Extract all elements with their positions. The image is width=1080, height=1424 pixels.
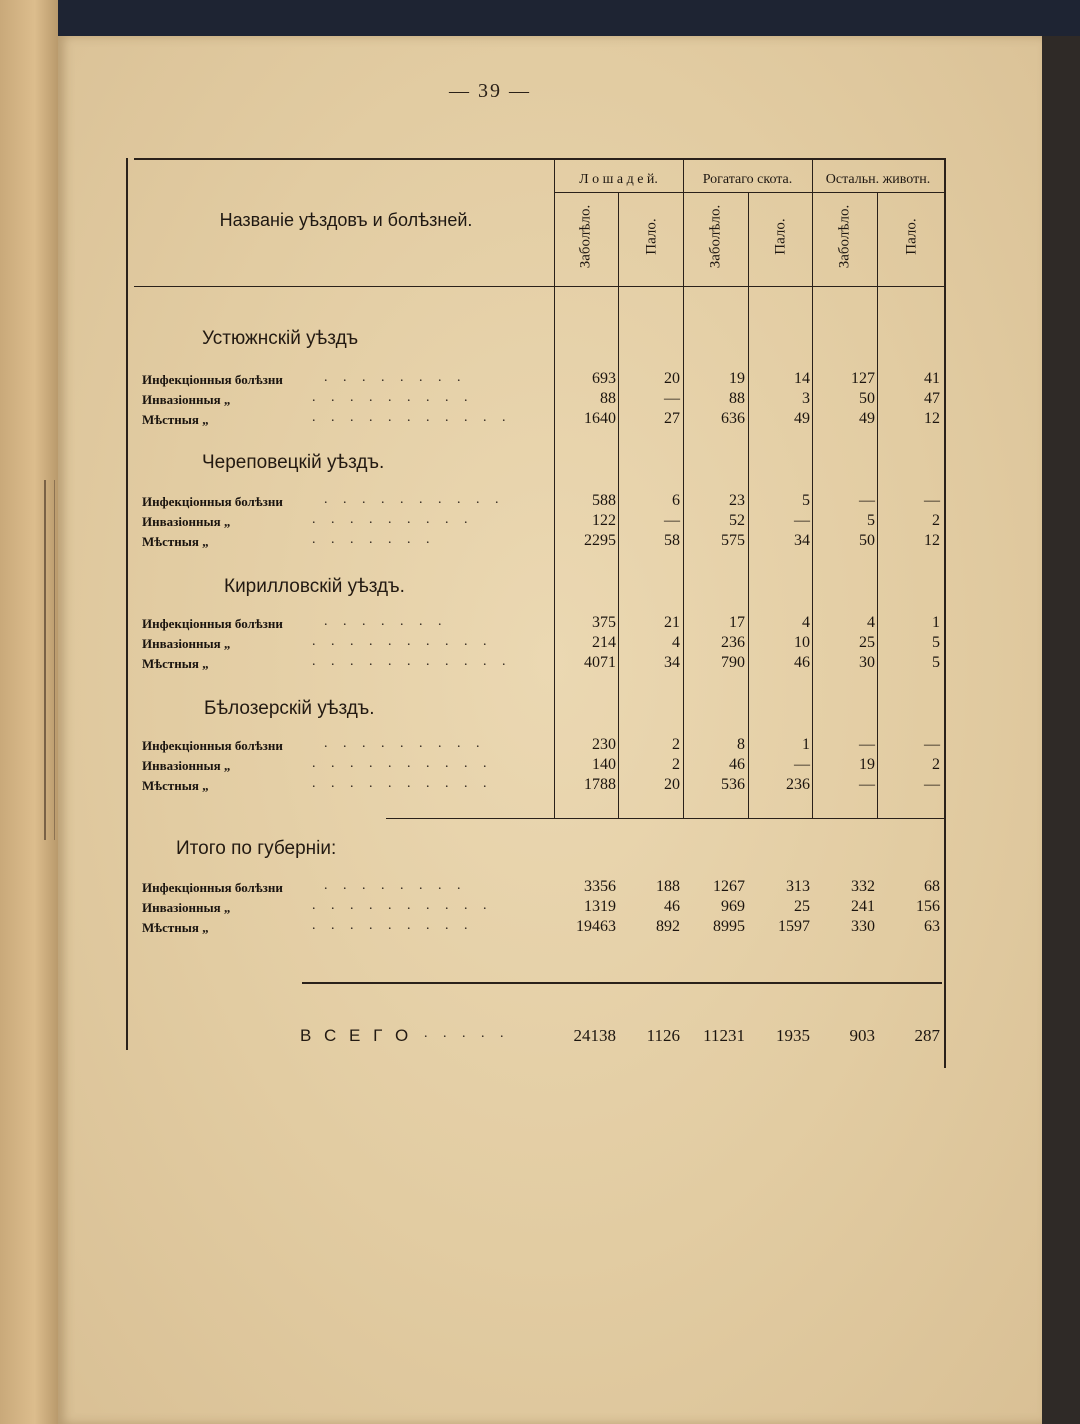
- table-cell: 14: [794, 370, 810, 387]
- horses-group-header: Л о ш а д е й.: [579, 172, 658, 187]
- table-cell: 790: [721, 654, 745, 671]
- row-label: Инвазіонныя „: [142, 758, 231, 773]
- table-cell: 46: [664, 898, 680, 915]
- table-cell: 6: [672, 492, 680, 509]
- table-cell: 21: [664, 614, 680, 631]
- section-title: Устюжнскій уѣздъ: [202, 328, 359, 349]
- table-cell: 236: [786, 776, 810, 793]
- table-cell: 375: [592, 614, 616, 631]
- leader-dots: . . . . . . .: [324, 614, 448, 629]
- horses-sick-header: Заболѣло.: [577, 204, 594, 269]
- row-label: Инвазіонныя „: [142, 900, 231, 915]
- page-number: — 39 —: [449, 80, 531, 102]
- table-cell: 12: [924, 410, 940, 427]
- table-cell: 892: [656, 918, 680, 935]
- table-cell: 1267: [713, 878, 745, 895]
- table-cell: 34: [664, 654, 680, 671]
- leader-dots: . . . . . . . . .: [312, 512, 474, 527]
- column-rule: [748, 192, 749, 818]
- column-rule: [877, 192, 878, 818]
- background-top: [58, 0, 1080, 40]
- table-cell: 156: [916, 898, 940, 915]
- table-cell: 536: [721, 776, 745, 793]
- table-cell: 46: [794, 654, 810, 671]
- leader-dots: . . . . . . . . . .: [312, 756, 493, 771]
- section-title: Итого по губерніи:: [176, 838, 337, 859]
- table-cell: 50: [859, 390, 875, 407]
- row-label: Инвазіонныя „: [142, 392, 231, 407]
- leader-dots: . . . . . . . . .: [312, 390, 474, 405]
- table-cell: 58: [664, 532, 680, 549]
- table-cell: 30: [859, 654, 875, 671]
- table-cell: 25: [859, 634, 875, 651]
- row-label: Мѣстныя „: [142, 920, 209, 935]
- table-cell: 34: [794, 532, 810, 549]
- table-cell: 575: [721, 532, 745, 549]
- leader-dots: . . . . . . .: [312, 532, 436, 547]
- table-cell: 122: [592, 512, 616, 529]
- total-cell: 24138: [573, 1026, 616, 1045]
- header-bottom-rule: [134, 286, 944, 287]
- table-cell: 88: [600, 390, 616, 407]
- row-label: Мѣстныя „: [142, 534, 209, 549]
- table-cell: 140: [592, 756, 616, 773]
- table-cell: 63: [924, 918, 940, 935]
- leader-dots: . . . . .: [424, 1026, 510, 1041]
- table-cell: 8: [737, 736, 745, 753]
- table-cell: 20: [664, 370, 680, 387]
- leader-dots: . . . . . . . . . .: [312, 776, 493, 791]
- total-label: В С Е Г О: [300, 1026, 413, 1045]
- leader-dots: . . . . . . . .: [324, 370, 467, 385]
- table-cell: —: [924, 492, 940, 509]
- table-cell: 47: [924, 390, 940, 407]
- table-cell: 68: [924, 878, 940, 895]
- table-top-rule: [134, 158, 946, 160]
- row-label: Инфекціонныя болѣзни: [142, 372, 283, 387]
- row-label: Мѣстныя „: [142, 778, 209, 793]
- leader-dots: . . . . . . . . . . .: [312, 410, 512, 425]
- table-cell: 5: [802, 492, 810, 509]
- table-cell: 3: [802, 390, 810, 407]
- table-cell: 1: [802, 736, 810, 753]
- table-cell: —: [924, 776, 940, 793]
- table-cell: 2: [672, 736, 680, 753]
- row-label: Инфекціонныя болѣзни: [142, 738, 283, 753]
- table-cell: 241: [851, 898, 875, 915]
- table-cell: 214: [592, 634, 616, 651]
- table-cell: 88: [729, 390, 745, 407]
- section-title: Бѣлозерскій уѣздъ.: [204, 698, 375, 719]
- cattle-sick-header: Заболѣло.: [707, 204, 724, 269]
- statistics-table: [76, 120, 940, 1050]
- table-cell: 52: [729, 512, 745, 529]
- leader-dots: . . . . . . . . . .: [312, 898, 493, 913]
- table-cell: 693: [592, 370, 616, 387]
- table-cell: —: [924, 736, 940, 753]
- column-rule: [618, 192, 619, 818]
- table-cell: 313: [786, 878, 810, 895]
- section-title: Череповецкій уѣздъ.: [202, 452, 385, 473]
- table-cell: 1319: [584, 898, 616, 915]
- table-cell: 5: [867, 512, 875, 529]
- table-cell: 19463: [576, 918, 616, 935]
- row-label: Инвазіонныя „: [142, 514, 231, 529]
- table-cell: 27: [664, 410, 680, 427]
- table-cell: 969: [721, 898, 745, 915]
- row-label: Инвазіонныя „: [142, 636, 231, 651]
- table-cell: 1788: [584, 776, 616, 793]
- group-divider-rule: [554, 192, 944, 193]
- row-label: Инфекціонныя болѣзни: [142, 616, 283, 631]
- table-cell: 230: [592, 736, 616, 753]
- column-rule: [554, 158, 555, 818]
- table-cell: 4: [672, 634, 680, 651]
- table-cell: 5: [932, 634, 940, 651]
- table-cell: 2295: [584, 532, 616, 549]
- total-cell: 903: [849, 1026, 875, 1045]
- other-animals-group-header: Остальн. животн.: [825, 172, 931, 187]
- table-cell: 49: [794, 410, 810, 427]
- column-rule: [812, 158, 813, 818]
- background-right: [1040, 36, 1080, 1424]
- table-cell: 5: [932, 654, 940, 671]
- other-dead-header: Пало.: [903, 218, 920, 255]
- row-label: Мѣстныя „: [142, 412, 209, 427]
- table-cell: 4: [867, 614, 875, 631]
- table-cell: 49: [859, 410, 875, 427]
- table-cell: 8995: [713, 918, 745, 935]
- table-cell: —: [859, 736, 875, 753]
- table-cell: 2: [932, 512, 940, 529]
- table-cell: 1640: [584, 410, 616, 427]
- column-rule: [683, 158, 684, 818]
- table-cell: 330: [851, 918, 875, 935]
- table-cell: 50: [859, 532, 875, 549]
- row-label: Инфекціонныя болѣзни: [142, 494, 283, 509]
- table-cell: 20: [664, 776, 680, 793]
- leader-dots: . . . . . . . .: [324, 878, 467, 893]
- row-label: Мѣстныя „: [142, 656, 209, 671]
- table-cell: 236: [721, 634, 745, 651]
- table-cell: 188: [656, 878, 680, 895]
- table-cell: 19: [859, 756, 875, 773]
- leader-dots: . . . . . . . . . . .: [312, 654, 512, 669]
- table-cell: 41: [924, 370, 940, 387]
- total-rule: [302, 982, 942, 984]
- table-cell: 4071: [584, 654, 616, 671]
- table-cell: 10: [794, 634, 810, 651]
- table-cell: 23: [729, 492, 745, 509]
- table-cell: 4: [802, 614, 810, 631]
- total-cell: 287: [914, 1026, 940, 1045]
- horses-dead-header: Пало.: [643, 218, 660, 255]
- total-cell: 1126: [646, 1026, 680, 1045]
- table-cell: 25: [794, 898, 810, 915]
- table-cell: 17: [729, 614, 745, 631]
- leader-dots: . . . . . . . . .: [312, 918, 474, 933]
- table-cell: 3356: [584, 878, 616, 895]
- table-cell: 332: [851, 878, 875, 895]
- book-spine: [0, 0, 60, 1424]
- leader-dots: . . . . . . . . . .: [324, 492, 505, 507]
- cattle-group-header: Рогатаго скота.: [702, 172, 793, 187]
- table-cell: 46: [729, 756, 745, 773]
- total-cell: 1935: [776, 1026, 810, 1045]
- table-left-rule: [126, 158, 128, 1050]
- table-cell: —: [664, 390, 680, 407]
- table-cell: 588: [592, 492, 616, 509]
- table-cell: —: [859, 492, 875, 509]
- cattle-dead-header: Пало.: [772, 218, 789, 255]
- leader-dots: . . . . . . . . . .: [312, 634, 493, 649]
- table-cell: 1: [932, 614, 940, 631]
- binding-stitch: [44, 480, 55, 840]
- subtotal-rule: [386, 818, 944, 819]
- table-cell: —: [859, 776, 875, 793]
- table-cell: 2: [672, 756, 680, 773]
- table-cell: 12: [924, 532, 940, 549]
- row-label: Инфекціонныя болѣзни: [142, 880, 283, 895]
- section-title: Кирилловскій уѣздъ.: [224, 576, 405, 597]
- table-cell: 1597: [778, 918, 810, 935]
- total-cell: 11231: [703, 1026, 745, 1045]
- name-column-header: Названіе уѣздовъ и болѣзней.: [219, 210, 473, 230]
- table-cell: —: [794, 756, 810, 773]
- other-sick-header: Заболѣло.: [836, 204, 853, 269]
- table-cell: —: [664, 512, 680, 529]
- table-right-rule: [944, 158, 946, 1068]
- leader-dots: . . . . . . . . .: [324, 736, 486, 751]
- table-cell: 19: [729, 370, 745, 387]
- table-cell: 127: [851, 370, 875, 387]
- table-cell: 636: [721, 410, 745, 427]
- table-cell: —: [794, 512, 810, 529]
- table-cell: 2: [932, 756, 940, 773]
